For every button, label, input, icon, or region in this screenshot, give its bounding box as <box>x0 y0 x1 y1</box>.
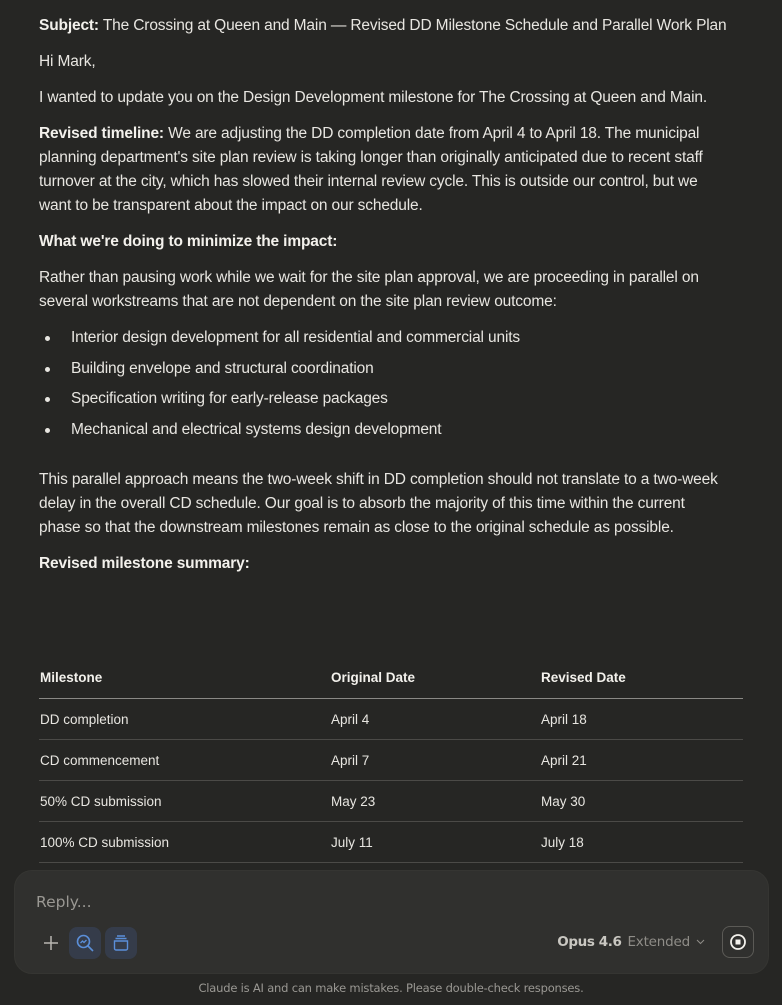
cell-original-date: July 11 <box>330 822 540 863</box>
cell-milestone: 50% CD submission <box>39 781 330 822</box>
timeline-text: We are adjusting the DD completion date from April 4 to April 18. The municipal planning department's site plan review is taking longer than originally anticipated due to recent staff turnover at the city, which has slowed their internal review cycle. This is outside our control, but we want to be transparent about the impact on our schedule. <box>39 125 703 214</box>
research-search-icon <box>75 933 95 953</box>
parallel-intro: Rather than pausing work while we wait for the site plan approval, we are proceeding in parallel on several workstreams that are not dependent on the site plan review outcome: <box>39 269 699 310</box>
stop-button[interactable] <box>722 926 754 958</box>
subject-text: The Crossing at Queen and Main — Revised DD Milestone Schedule and Parallel Work Plan <box>102 17 727 34</box>
model-selector[interactable] <box>557 934 705 950</box>
list-item: Specification writing for early-release packages <box>39 387 729 411</box>
drawer-button[interactable] <box>105 927 137 959</box>
timeline-paragraph <box>39 122 729 218</box>
model-mode: Extended <box>627 934 690 950</box>
drawer-icon <box>112 934 130 952</box>
model-name: Opus 4.6 <box>557 934 622 950</box>
add-attachment-button[interactable] <box>35 927 67 959</box>
cell-milestone: CD commencement <box>39 740 330 781</box>
chevron-down-icon <box>696 939 705 945</box>
cell-milestone: DD completion <box>39 699 330 740</box>
research-button[interactable] <box>69 927 101 959</box>
minimize-heading: What we're doing to minimize the impact: <box>39 233 338 250</box>
cell-milestone: 100% CD submission <box>39 822 330 863</box>
subject-label: Subject: <box>39 17 99 34</box>
bullet-icon <box>45 397 50 402</box>
intro-paragraph: I wanted to update you on the Design Development milestone for The Crossing at Queen and Main. <box>39 89 708 106</box>
table-row <box>39 781 743 822</box>
header-revised-date: Revised Date <box>540 657 743 699</box>
table-header-row <box>39 657 743 699</box>
stop-icon <box>729 933 747 951</box>
email-draft <box>39 14 729 588</box>
table-row <box>39 699 743 740</box>
bullet-icon <box>45 367 50 372</box>
greeting: Hi Mark, <box>39 53 96 70</box>
cell-original-date: April 7 <box>330 740 540 781</box>
summary-heading: Revised milestone summary: <box>39 554 250 572</box>
reply-input[interactable] <box>36 893 536 911</box>
bullet-icon <box>45 336 50 341</box>
cell-revised-date: April 21 <box>540 740 743 781</box>
disclaimer-text: Claude is AI and can make mistakes. Please double-check responses. <box>198 981 584 995</box>
header-original-date: Original Date <box>330 657 540 699</box>
timeline-label: Revised timeline: <box>39 125 164 142</box>
plus-icon <box>43 935 59 951</box>
header-milestone: Milestone <box>39 657 330 699</box>
cell-revised-date: July 18 <box>540 822 743 863</box>
reply-composer <box>14 870 769 974</box>
bullet-icon <box>45 428 50 433</box>
list-item: Mechanical and electrical systems design development <box>39 418 729 442</box>
table-row <box>39 822 743 863</box>
cell-original-date: May 23 <box>330 781 540 822</box>
list-item: Interior design development for all residential and commercial units <box>39 326 729 350</box>
workstream-list <box>39 326 729 442</box>
milestone-table <box>39 657 743 863</box>
table-row <box>39 740 743 781</box>
list-item: Building envelope and structural coordination <box>39 357 729 381</box>
cell-revised-date: May 30 <box>540 781 743 822</box>
cell-original-date: April 4 <box>330 699 540 740</box>
parallel-summary: This parallel approach means the two-week shift in DD completion should not translate to a two-week delay in the overall CD schedule. Our goal is to absorb the majority of this time within the current phase so that the downstream milestones remain as close to the original schedule as possible. <box>39 470 718 536</box>
cell-revised-date: April 18 <box>540 699 743 740</box>
subject-line <box>39 14 729 38</box>
